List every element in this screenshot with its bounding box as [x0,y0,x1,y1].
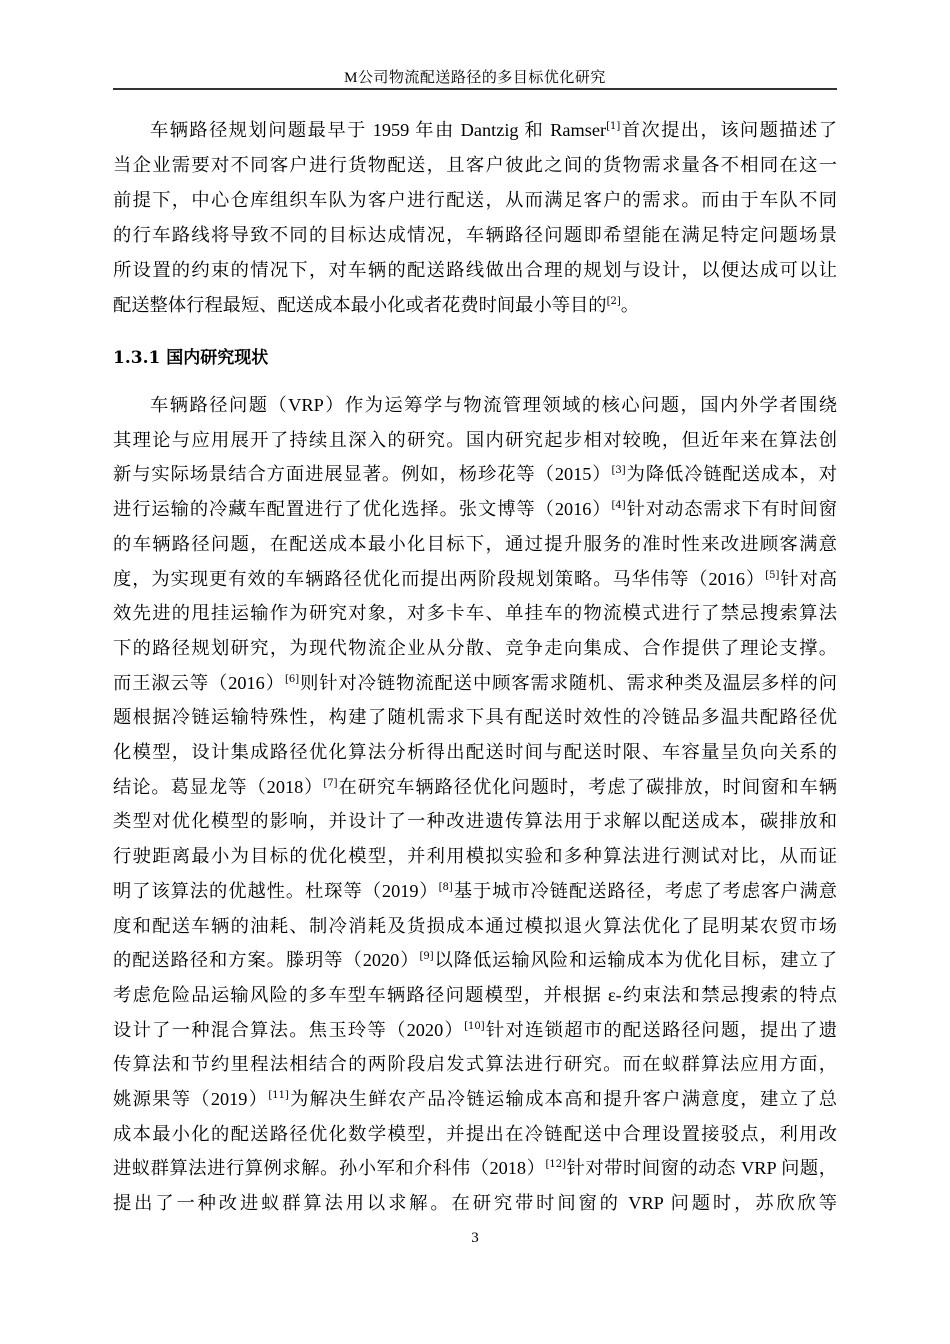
line-text: 效先进的甩挂运输作为研究对象，对多卡车、单挂车的物流模式进行了禁忌搜索算法 [113,603,837,624]
line-text: 基于城市冷链配送路径，考虑了考虑客户满意 [452,880,838,901]
line-text: 的行车路线将导致不同的目标达成情况，车辆路径问题即希望能在满足特定问题场景 [113,225,837,245]
citation-ref: [3] [611,465,626,477]
text-line [113,531,837,557]
citation-ref: [7] [323,777,338,789]
text-line [113,152,837,178]
line-text: 针对高 [779,568,838,589]
line-text: 前提下，中心仓库组织车队为客户进行配送，从而满足客户的需求。而由于车队不同 [113,190,837,210]
citation-ref: [11] [268,1090,289,1101]
line-text: 而王淑云等（2016） [113,672,285,693]
line-text: 在研究车辆路径优化问题时，考虑了碳排放，时间窗和车辆 [337,776,838,797]
text-line [113,913,837,939]
text-line [113,1086,837,1112]
text-line [113,635,837,661]
line-text: 传算法和节约里程法相结合的两阶段启发式算法进行研究。而在蚁群算法应用方面， [113,1054,837,1075]
text-line [113,1121,837,1147]
citation-ref: [5] [765,569,780,581]
text-line [113,774,837,800]
line-text: 的车辆路径问题，在配送成本最小化目标下，通过提升服务的准时性来改进顾客满意 [113,533,837,554]
line-text: 度和配送车辆的油耗、制冷消耗及货损成本通过模拟退火算法优化了昆明某农贸市场 [113,915,837,936]
text-line [150,392,837,418]
line-text: 为解决生鲜农产品冷链运输成本高和提升客户满意度，建立了总 [288,1089,838,1109]
text-line [113,704,837,730]
citation-ref: [2] [606,296,621,307]
citation-ref: [4] [611,500,626,512]
text-line [113,739,837,765]
text-line [113,496,837,522]
text-line [113,1051,837,1077]
text-line [113,427,837,453]
line-text: 以降低运输风险和运输成本为优化目标，建立了 [433,950,838,971]
line-text: 所设置的约束的情况下，对车辆的配送路线做出合理的规划与设计，以便达成可以让 [113,260,837,280]
text-line [113,670,837,696]
line-text: 设计了一种混合算法。焦玉玲等（2020） [113,1019,465,1040]
text-line [113,187,837,213]
line-text: 化模型，设计集成路径优化算法分析得出配送时间与配送时限、车容量呈负向关系的 [113,742,837,762]
line-text: 其理论与应用展开了持续且深入的研究。国内研究起步相对较晚，但近年来在算法创 [113,429,837,450]
text-line [150,117,837,143]
line-text: 。 [620,295,640,315]
line-text: 针对动态需求下有时间窗 [625,499,838,520]
line-text: 考虑危险品运输风险的多车型车辆路径问题模型，并根据 ε-约束法和禁忌搜索的特点 [113,984,837,1005]
text-line [113,222,837,248]
line-text: 结论。葛显龙等（2018） [113,776,324,797]
text-line [113,982,837,1008]
citation-ref: [12] [545,1159,566,1171]
page-number: 3 [471,1230,479,1246]
line-text: 车辆路径问题（VRP）作为运筹学与物流管理领域的核心问题，国内外学者围绕 [150,395,837,415]
line-text: 新与实际场景结合方面进展显著。例如，杨珍花等（2015） [113,464,612,485]
line-text: 题根据冷链运输特殊性，构建了随机需求下具有配送时效性的冷链品多温共配路径优 [113,707,837,728]
line-text: 下的路径规划研究，为现代物流企业从分散、竞争走向集成、合作提供了理论支撑。 [113,637,837,658]
line-text: 针对连锁超市的配送路径问题，提出了遗 [484,1019,838,1040]
text-line [113,566,837,592]
line-text: 行驶距离最小为目标的优化模型，并利用模拟实验和多种算法进行测试对比，从而证 [113,846,837,867]
line-text: 明了该算法的优越性。杜琛等（2019） [113,880,439,901]
citation-ref: [8] [438,881,453,893]
text-line [113,1155,837,1181]
citation-ref: [1] [606,121,621,132]
line-text: 进行运输的冷藏车配置进行了优化选择。张文博等（2016） [113,499,612,520]
line-text: 度，为实现更有效的车辆路径优化而提出两阶段规划策略。马华伟等（2016） [113,568,766,589]
text-line [113,1190,837,1216]
line-text: 的配送路径和方案。滕玥等（2020） [113,950,420,971]
section-heading: 1.3.1 国内研究现状 [113,348,269,368]
line-text: 配送整体行程最短、配送成本最小化或者花费时间最小等目的 [113,295,607,315]
line-text: 为降低冷链配送成本，对 [625,464,838,485]
line-text: 首次提出，该问题描述了 [620,120,837,140]
text-line [113,600,837,626]
text-line [113,947,837,973]
citation-ref: [9] [419,951,434,963]
line-text: 则针对冷链物流配送中顾客需求随机、需求种类及温层多样的问 [299,672,838,693]
text-line [113,878,837,904]
line-text: 当企业需要对不同客户进行货物配送，且客户彼此之间的货物需求量各不相同在这一 [113,155,837,175]
line-text: 成本最小化的配送路径优化数学模型，并提出在冷链配送中合理设置接驳点，利用改 [113,1123,837,1144]
running-header: M公司物流配送路径的多目标优化研究 [344,70,606,86]
citation-ref: [10] [464,1020,485,1032]
line-text: 针对带时间窗的动态 VRP 问题， [565,1158,838,1179]
text-line [113,808,837,834]
line-text: 姚源果等（2019） [113,1089,269,1109]
header-rule [113,88,837,90]
line-text: 进蚁群算法进行算例求解。孙小军和介科伟（2018） [113,1158,546,1179]
text-line [113,257,837,283]
text-line [113,461,837,487]
line-text: 车辆路径规划问题最早于 1959 年由 Dantzig 和 Ramser [150,120,607,140]
text-line [113,292,837,318]
text-line [113,1017,837,1043]
citation-ref: [6] [284,673,300,685]
line-text: 类型对优化模型的影响，并设计了一种改进遗传算法用于求解以配送成本，碳排放和 [113,811,837,832]
text-line [113,843,837,869]
line-text: 提出了一种改进蚁群算法用以求解。在研究带时间窗的 VRP 问题时，苏欣欣等 [113,1193,837,1214]
